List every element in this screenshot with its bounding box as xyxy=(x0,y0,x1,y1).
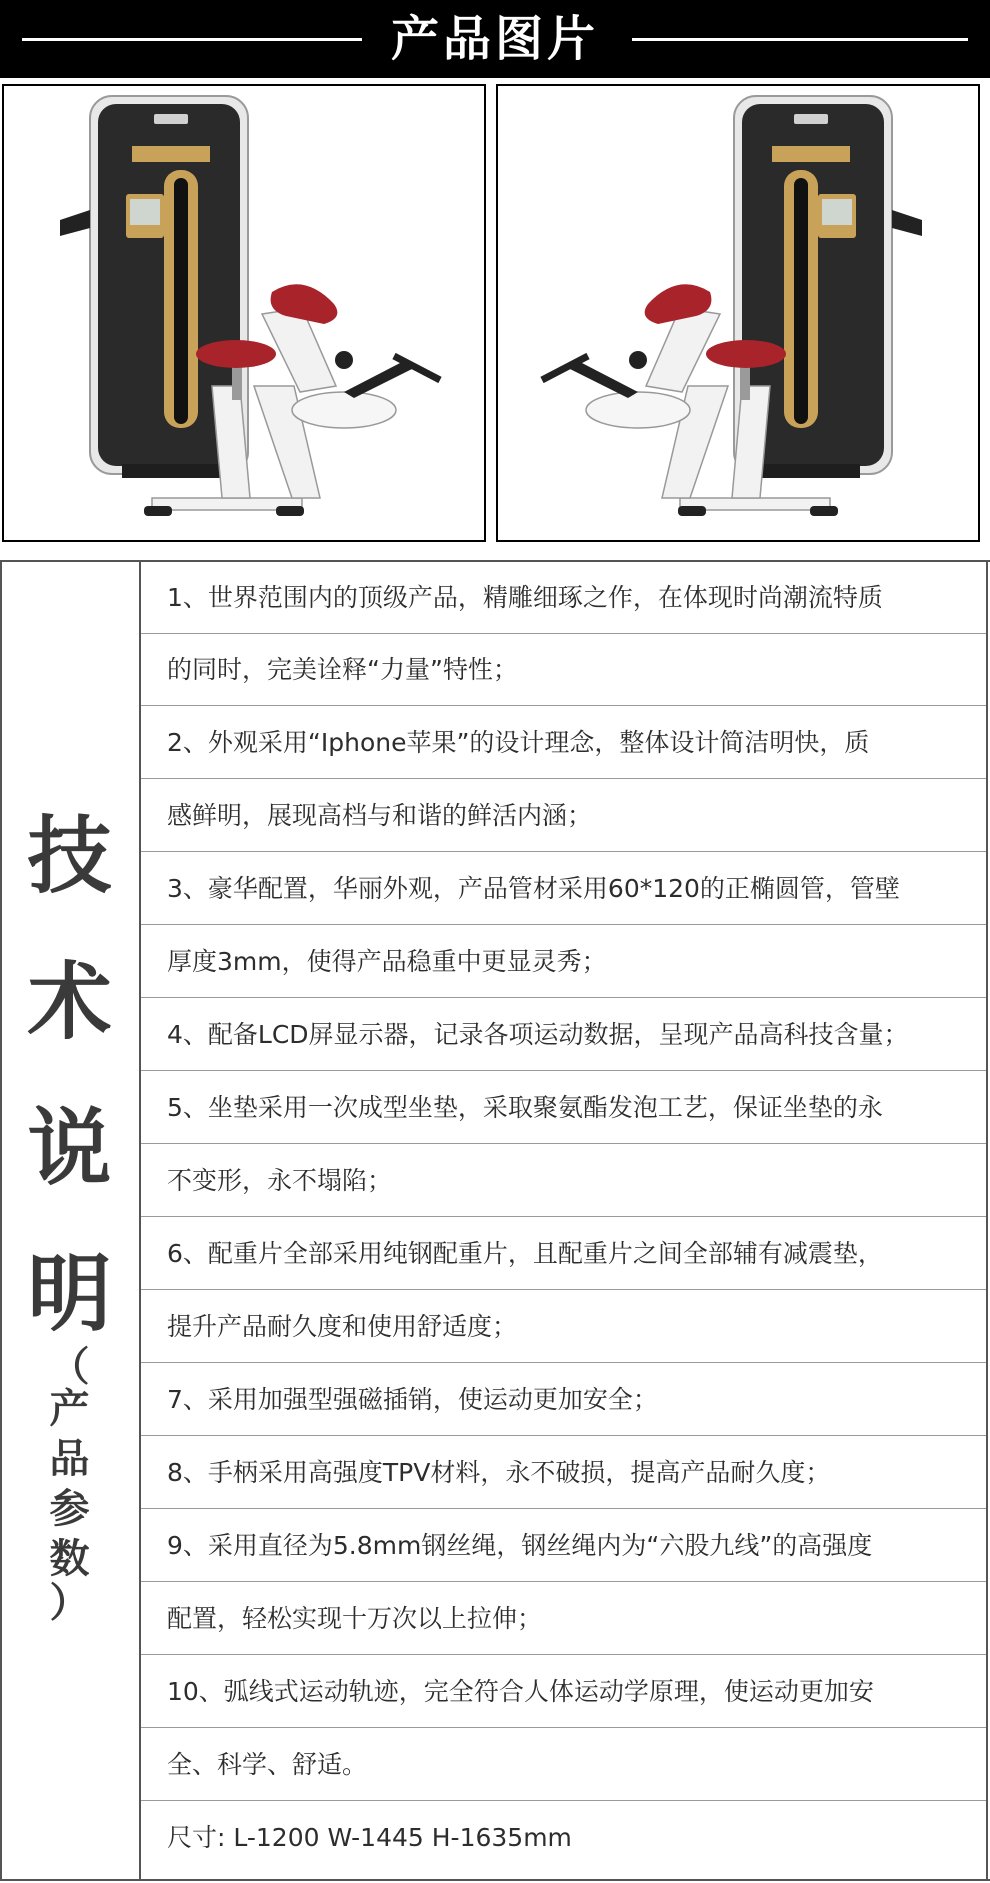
spec-line-text: 4、配备LCD屏显示器，记录各项运动数据，呈现产品高科技含量； xyxy=(167,1020,909,1049)
spec-line-text: 2、外观采用“Iphone苹果”的设计理念，整体设计简洁明快，质 xyxy=(167,728,870,757)
dimensions-text: 尺寸: L-1200 W-1445 H-1635mm xyxy=(167,1823,572,1852)
spec-line-text: 感鲜明，展现高档与和谐的鲜活内涵； xyxy=(167,801,593,830)
side-subtitle-char: （ xyxy=(49,1343,90,1390)
header-rule-right xyxy=(632,38,968,41)
side-title-char: 技 xyxy=(27,806,112,905)
spec-line-text: 9、采用直径为5.8mm钢丝绳，钢丝绳内为“六股九线”的高强度 xyxy=(167,1531,873,1560)
table-border-right xyxy=(986,562,988,1879)
spec-line-text: 配置，轻松实现十万次以上拉伸； xyxy=(167,1604,543,1633)
side-title-char: 明 xyxy=(27,1244,112,1343)
spec-line xyxy=(141,780,986,852)
spec-line-text: 1、世界范围内的顶级产品，精雕细琢之作，在体现时尚潮流特质 xyxy=(167,583,883,612)
side-subtitle-char: 数 xyxy=(49,1535,90,1582)
machine-illustration xyxy=(4,86,484,540)
product-photo-mirrored xyxy=(496,84,980,542)
spec-line xyxy=(141,1291,986,1363)
spec-line xyxy=(141,1218,986,1290)
spec-line xyxy=(141,1437,986,1509)
side-subtitle-char: ） xyxy=(49,1579,90,1626)
spec-line xyxy=(141,1510,986,1582)
spec-line-text: 提升产品耐久度和使用舒适度； xyxy=(167,1312,518,1341)
spec-table xyxy=(0,560,990,1881)
spec-line-text: 8、手柄采用高强度TPV材料，永不破损，提高产品耐久度； xyxy=(167,1458,831,1487)
spec-line xyxy=(141,853,986,925)
section-header xyxy=(0,0,990,78)
spec-line-text: 6、配重片全部采用纯钢配重片，且配重片之间全部辅有减震垫， xyxy=(167,1239,883,1268)
side-title-char: 术 xyxy=(27,952,112,1051)
side-subtitle-char: 参 xyxy=(49,1485,90,1532)
spec-line xyxy=(141,1656,986,1728)
spec-line-dimensions xyxy=(141,1802,986,1874)
spec-line xyxy=(141,1072,986,1144)
spec-line-text: 的同时，完美诠释“力量”特性； xyxy=(167,655,518,684)
spec-line-text: 5、坐垫采用一次成型坐垫，采取聚氨酯发泡工艺，保证坐垫的永 xyxy=(167,1093,883,1122)
spec-line xyxy=(141,1145,986,1217)
spec-line xyxy=(141,634,986,706)
spec-line xyxy=(141,707,986,779)
product-photo-front xyxy=(2,84,486,542)
spec-side-title xyxy=(0,562,139,1879)
spec-line xyxy=(141,1729,986,1801)
side-subtitle-char: 品 xyxy=(49,1435,90,1482)
side-title-char: 说 xyxy=(27,1098,112,1197)
spec-line xyxy=(141,926,986,998)
spec-line xyxy=(141,1364,986,1436)
spec-line-text: 10、弧线式运动轨迹，完全符合人体运动学原理，使运动更加安 xyxy=(167,1677,874,1706)
spec-line-text: 厚度3mm，使得产品稳重中更显灵秀； xyxy=(167,947,607,976)
machine-illustration xyxy=(498,86,978,540)
spec-line xyxy=(141,1583,986,1655)
spec-line-text: 不变形，永不塌陷； xyxy=(167,1166,393,1195)
section-title: 产品图片 xyxy=(390,11,599,67)
spec-line xyxy=(141,562,986,634)
spec-line-text: 3、豪华配置，华丽外观，产品管材采用60*120的正椭圆管，管壁 xyxy=(167,874,900,903)
spec-line-text: 全、科学、舒适。 xyxy=(167,1750,368,1779)
spec-line xyxy=(141,999,986,1071)
spec-line-text: 7、采用加强型强磁插销，使运动更加安全； xyxy=(167,1385,658,1414)
side-subtitle-char: 产 xyxy=(49,1385,90,1432)
